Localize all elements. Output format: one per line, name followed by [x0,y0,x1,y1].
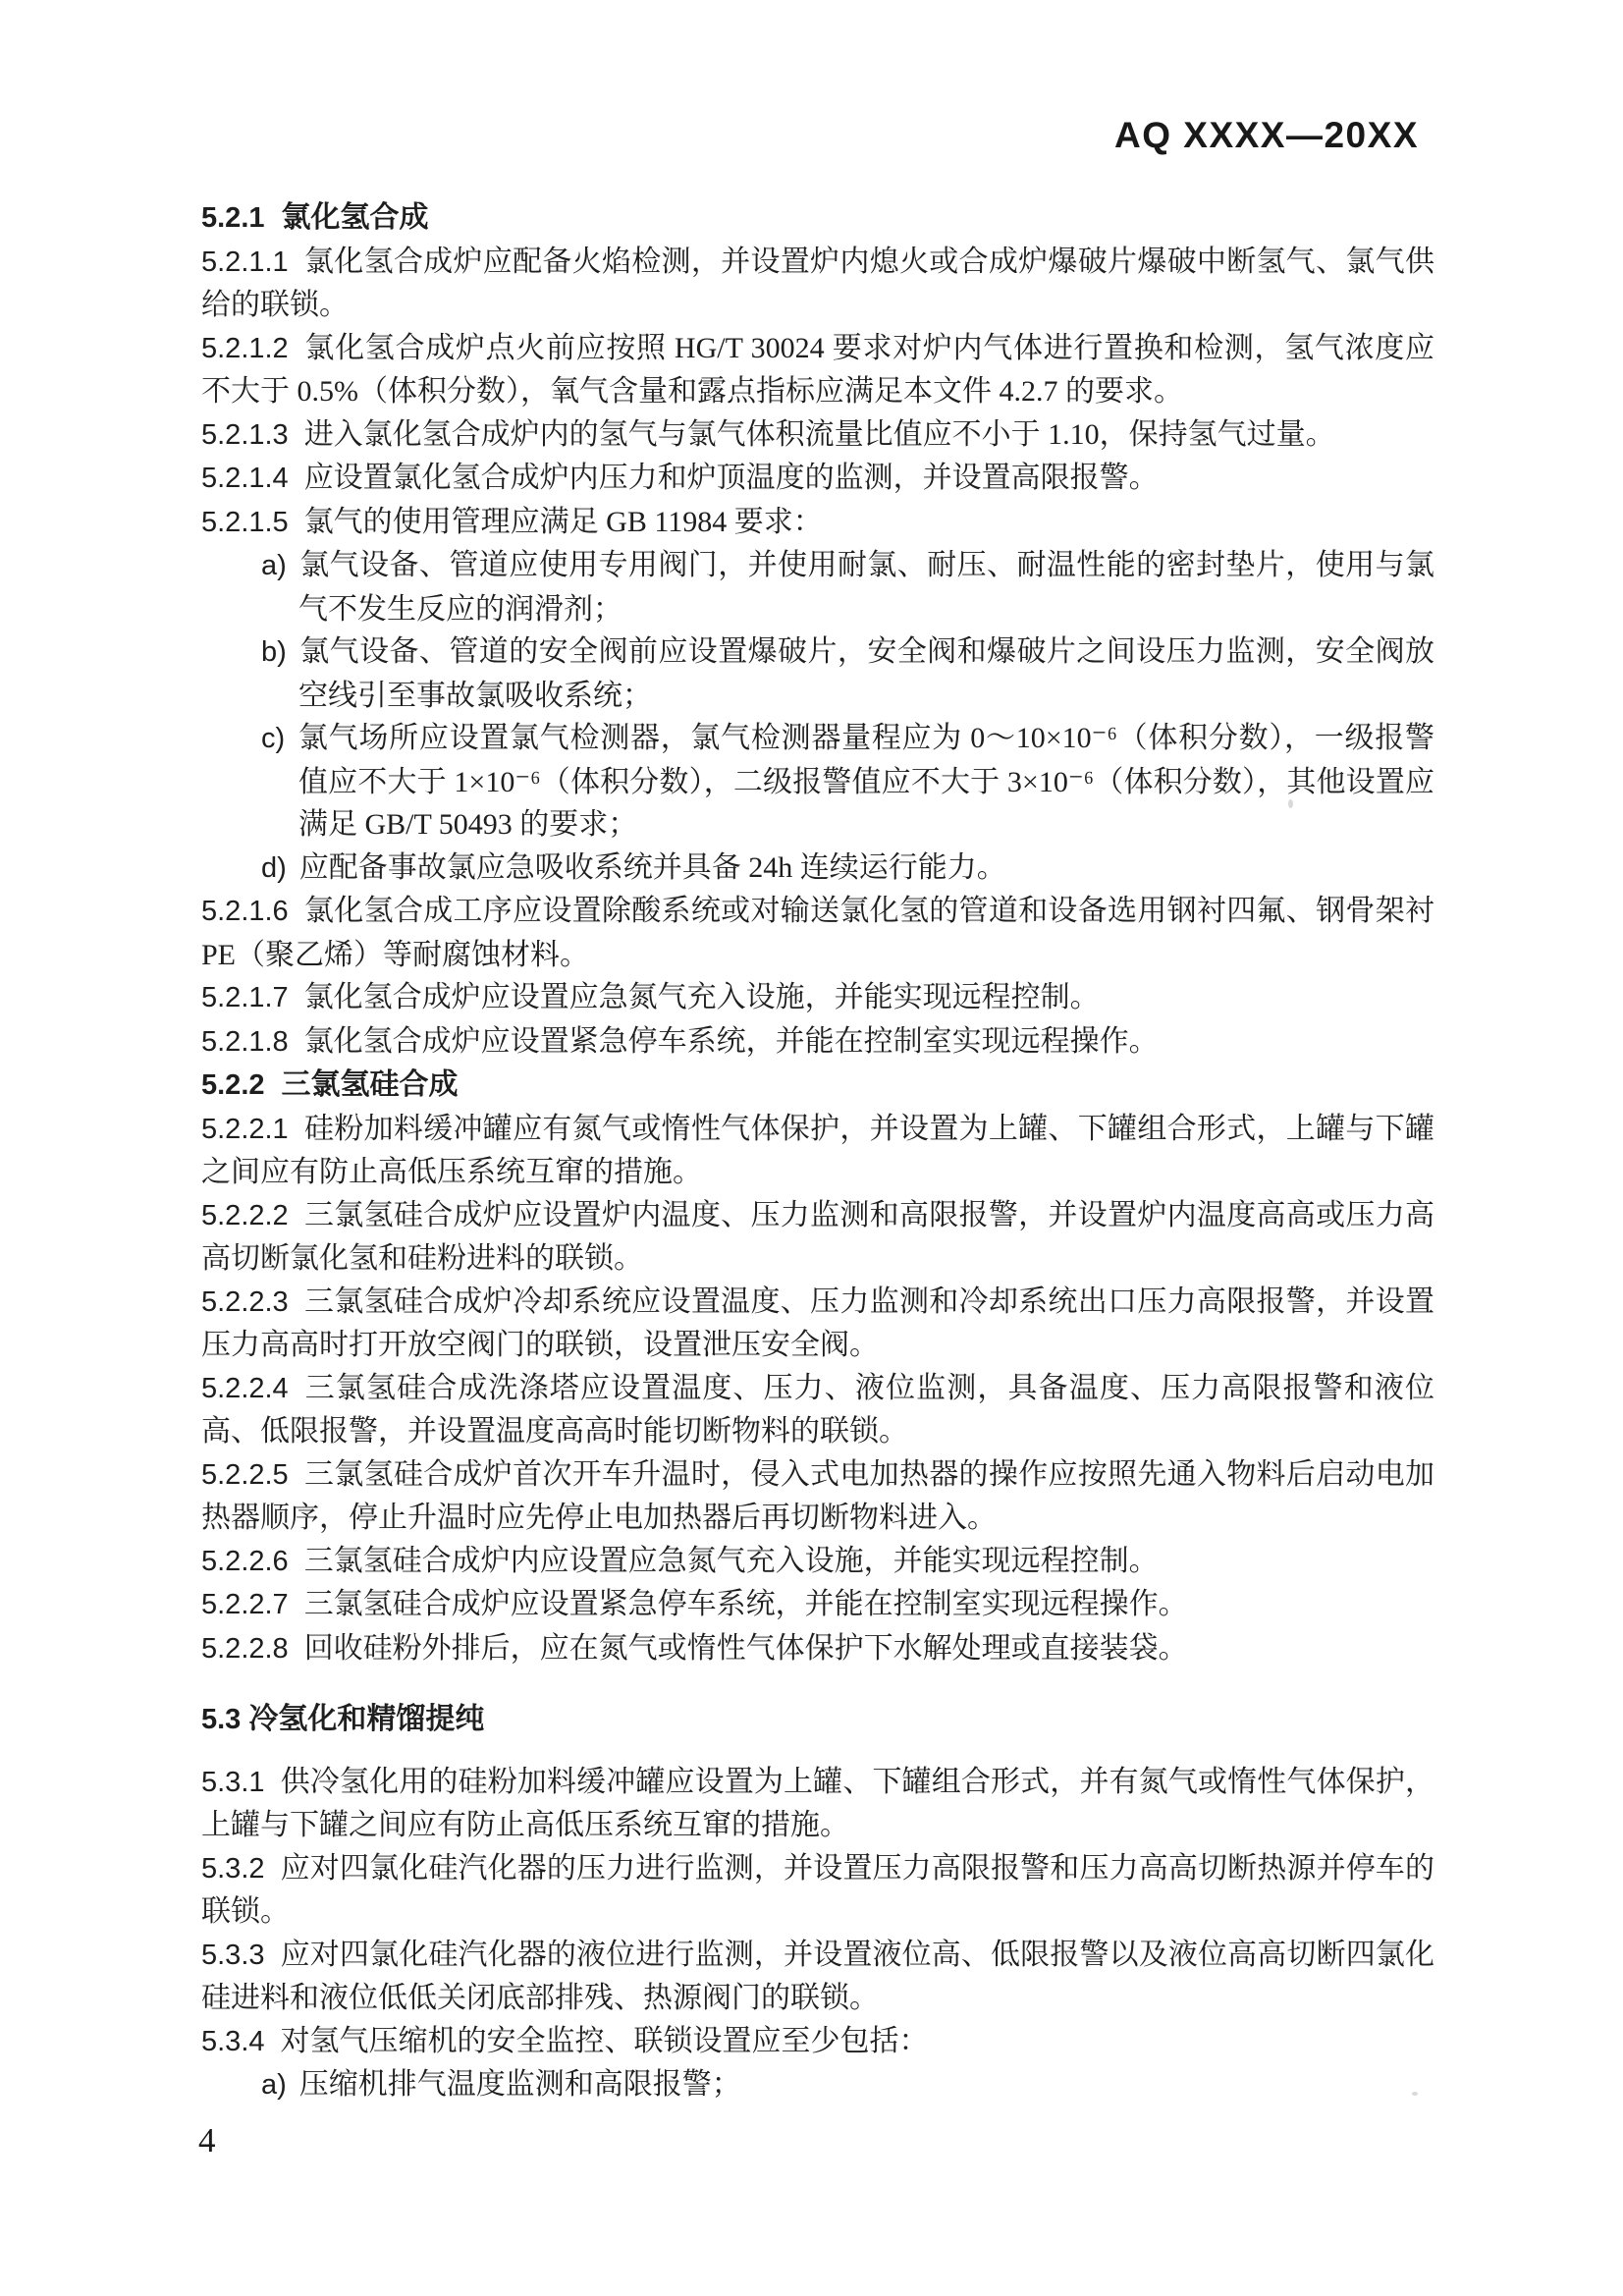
section-heading-5.3 [201,1698,1434,1742]
clause-text: 氯化氢合成炉应设置应急氮气充入设施，并能实现远程控制。 [303,981,1100,1013]
list-item-text: 氯气设备、管道应使用专用阀门，并使用耐氯、耐压、耐温性能的密封垫片，使用与氯气不发生反应的润滑剂； [298,549,1434,626]
section-title: 氯化氢合成 [281,201,429,234]
clause-number: 5.3.4 [201,2025,265,2057]
clause-5.2.2.1 [201,1108,1434,1194]
list-item-marker: a) [261,2069,287,2101]
clause-text: 三氯氢硅合成炉应设置紧急停车系统，并能在控制室实现远程操作。 [303,1588,1188,1620]
clause-text: 三氯氢硅合成炉首次开车升温时，侵入式电加热器的操作应按照先通入物料后启动电加热器顺序，停止升温时应先停止电加热器后再切断物料进入。 [201,1457,1434,1534]
clause-text: 应对四氯化硅汽化器的压力进行监测，并设置压力高限报警和压力高高切断热源并停车的联锁。 [201,1851,1434,1928]
clause-5.2.1.3 [201,413,1434,458]
clause-number: 5.2.2.2 [201,1199,289,1231]
clause-text: 应对四氯化硅汽化器的液位进行监测，并设置液位高、低限报警以及液位高高切断四氯化硅进料和液位低低关闭底部排残、热源阀门的联锁。 [201,1938,1434,2014]
section-title: 冷氢化和精馏提纯 [248,1703,485,1735]
clause-5.2.1.4 [201,457,1434,501]
scan-speck-icon [1288,799,1293,808]
clause-number: 5.2.2.3 [201,1285,289,1318]
list-item-marker: a) [261,550,287,581]
clause-text: 氯气的使用管理应满足 GB 11984 要求： [303,505,823,538]
clause-number: 5.2.1.8 [201,1025,289,1058]
clause-text: 应设置氯化氢合成炉内压力和炉顶温度的监测，并设置高限报警。 [303,462,1159,494]
clause-number: 5.2.1.1 [201,246,289,278]
list-item-text: 压缩机排气温度监测和高限报警； [298,2068,741,2101]
clause-number: 5.2.2.8 [201,1632,289,1665]
clause-5.2.2.6 [201,1540,1434,1584]
clause-number: 5.2.1.3 [201,418,289,451]
clause-number: 5.2.2.4 [201,1372,289,1404]
clause-number: 5.2.1.7 [201,982,289,1013]
scan-speck-icon [1412,2092,1418,2096]
clause-5.2.1.6 [201,890,1434,976]
list-item-marker: d) [261,851,287,884]
clause-text: 氯化氢合成工序应设置除酸系统或对输送氯化氢的管道和设备选用钢衬四氟、钢骨架衬 PE（聚乙烯）等耐腐蚀材料。 [201,895,1434,971]
document-body [201,196,1434,2107]
list-item-marker: c) [261,723,286,754]
list-item-text: 氯气场所应设置氯气检测器，氯气检测器量程应为 0～10×10⁻⁶（体积分数），一级报警值应不大于 1×10⁻⁶（体积分数），二级报警值应不大于 3×10⁻⁶（体积分数），其他设置应满足 GB/T 50493 的要求； [298,722,1434,841]
list-item-b [201,630,1434,717]
clause-number: 5.2.1.2 [201,332,289,364]
clause-number: 5.2.2.6 [201,1545,289,1577]
clause-text: 三氯氢硅合成洗涤塔应设置温度、压力、液位监测，具备温度、压力高限报警和液位高、低限报警，并设置温度高高时能切断物料的联锁。 [201,1371,1434,1448]
clause-5.3.2 [201,1847,1434,1934]
clause-5.2.2.5 [201,1453,1434,1540]
clause-text: 硅粉加料缓冲罐应有氮气或惰性气体保护，并设置为上罐、下罐组合形式，上罐与下罐之间应有防止高低压系统互窜的措施。 [201,1112,1434,1188]
section-number: 5.3 [201,1704,242,1735]
clause-text: 三氯氢硅合成炉应设置炉内温度、压力监测和高限报警，并设置炉内温度高高或压力高高切断氯化氢和硅粉进料的联锁。 [201,1198,1434,1275]
clause-text: 供冷氢化用的硅粉加料缓冲罐应设置为上罐、下罐组合形式，并有氮气或惰性气体保护，上罐与下罐之间应有防止高低压系统互窜的措施。 [201,1765,1434,1841]
list-item-marker: b) [261,636,287,668]
list-item-c [201,717,1434,847]
clause-5.2.1.7 [201,976,1434,1020]
clause-text: 氯化氢合成炉点火前应按照 HG/T 30024 要求对炉内气体进行置换和检测，氢气浓度应不大于 0.5%（体积分数），氧气含量和露点指标应满足本文件 4.2.7 的要求。 [201,331,1434,408]
clause-5.2.2.4 [201,1367,1434,1453]
clause-number: 5.2.2.5 [201,1458,289,1491]
page-number: 4 [198,2121,216,2159]
clause-5.2.1.8 [201,1020,1434,1065]
clause-number: 5.2.2.7 [201,1589,289,1620]
list-item-d [201,847,1434,891]
clause-5.2.2.7 [201,1583,1434,1627]
clause-number: 5.2.1.4 [201,463,289,494]
clause-5.3.4 [201,2020,1434,2064]
clause-text: 三氯氢硅合成炉冷却系统应设置温度、压力监测和冷却系统出口压力高限报警，并设置压力高高时打开放空阀门的联锁，设置泄压安全阀。 [201,1285,1434,1361]
clause-number: 5.3.2 [201,1852,265,1885]
section-number: 5.2.1 [201,202,265,234]
clause-text: 氯化氢合成炉应配备火焰检测，并设置炉内熄火或合成炉爆破片爆破中断氢气、氯气供给的联锁。 [201,245,1434,321]
section-title: 三氯氢硅合成 [281,1068,459,1101]
clause-text: 回收硅粉外排后，应在氮气或惰性气体保护下水解处理或直接装袋。 [303,1631,1188,1665]
clause-5.3.3 [201,1934,1434,2020]
clause-number: 5.2.1.6 [201,896,289,927]
clause-5.3.1 [201,1761,1434,1847]
section-number: 5.2.2 [201,1069,265,1101]
clause-5.2.1.1 [201,241,1434,327]
clause-number: 5.2.2.1 [201,1113,289,1145]
clause-text: 三氯氢硅合成炉内应设置应急氮气充入设施，并能实现远程控制。 [303,1544,1159,1577]
list-item-text: 氯气设备、管道的安全阀前应设置爆破片，安全阀和爆破片之间设压力监测，安全阀放空线引至事故氯吸收系统； [298,635,1434,712]
clause-number: 5.2.1.5 [201,506,289,538]
clause-5.2.2.2 [201,1194,1434,1281]
clause-text: 对氢气压缩机的安全监控、联锁设置应至少包括： [280,2024,929,2057]
document-code-header: AQ XXXX—20XX [1113,115,1419,155]
clause-5.2.2.8 [201,1627,1434,1671]
clause-number: 5.3.1 [201,1766,265,1798]
list-item-text: 应配备事故氯应急吸收系统并具备 24h 连续运行能力。 [298,850,1006,884]
list-item-a [201,544,1434,630]
section-heading-5.2.2 [201,1064,1434,1108]
section-heading-5.2.1 [201,196,1434,241]
list-item-a [201,2063,1434,2107]
clause-number: 5.3.3 [201,1939,265,1971]
clause-5.2.1.2 [201,327,1434,413]
clause-5.2.2.3 [201,1281,1434,1367]
clause-text: 进入氯化氢合成炉内的氢气与氯气体积流量比值应不小于 1.10，保持氢气过量。 [303,417,1335,451]
clause-text: 氯化氢合成炉应设置紧急停车系统，并能在控制室实现远程操作。 [303,1024,1159,1058]
clause-5.2.1.5 [201,501,1434,545]
